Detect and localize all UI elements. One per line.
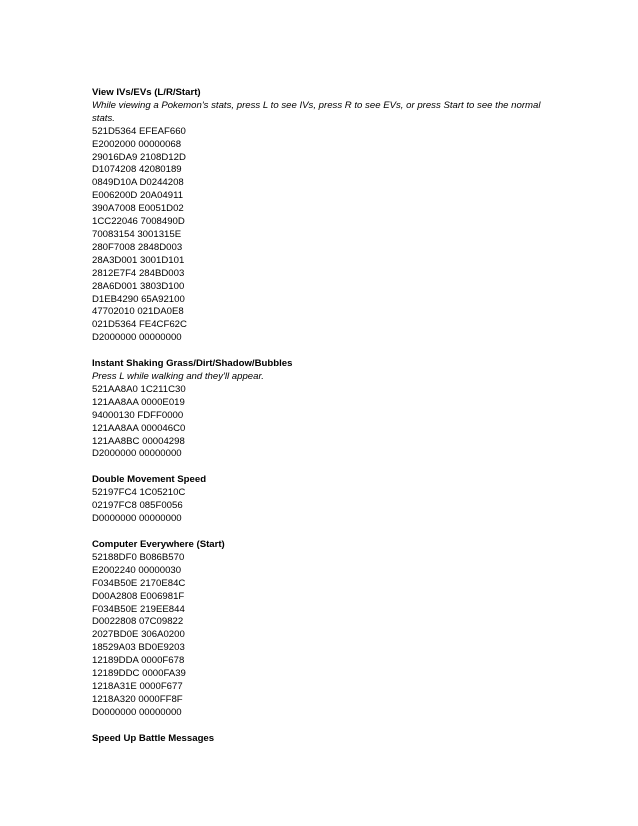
code-line: F034B50E 219EE844 bbox=[92, 603, 185, 615]
cheat-section-computer-everywhere bbox=[92, 539, 562, 720]
cheat-section-double-movement-speed bbox=[92, 474, 562, 526]
code-line: D0000000 00000000 bbox=[92, 513, 182, 525]
code-line: 12189DDC 0000FA39 bbox=[92, 668, 186, 680]
code-line: 18529A03 BD0E9203 bbox=[92, 642, 185, 654]
code-line: D00A2808 E006981F bbox=[92, 590, 185, 602]
code-line: D1EB4290 65A92100 bbox=[92, 293, 185, 305]
section-title: Instant Shaking Grass/Dirt/Shadow/Bubbles bbox=[92, 358, 293, 370]
code-line: 52197FC4 1C05210C bbox=[92, 487, 186, 499]
code-line: 280F7008 2848D003 bbox=[92, 241, 183, 253]
document-page bbox=[92, 87, 562, 759]
code-line: 70083154 3001315E bbox=[92, 228, 182, 240]
code-line: 29016DA9 2108D12D bbox=[92, 151, 186, 163]
code-line: 12189DDA 0000F678 bbox=[92, 655, 185, 667]
code-line: 121AA8AA 000046C0 bbox=[92, 422, 186, 434]
section-title: Double Movement Speed bbox=[92, 474, 207, 486]
code-line: 0849D10A D0244208 bbox=[92, 177, 184, 189]
code-line: E2002240 00000030 bbox=[92, 564, 182, 576]
section-description: While viewing a Pokemon's stats, press L to see IVs, press R to see EVs, or press Start to see the normal stats. bbox=[92, 99, 541, 124]
code-line: D1074208 42080189 bbox=[92, 164, 182, 176]
code-line: 28A6D001 3803D100 bbox=[92, 280, 185, 292]
code-line: 521D5364 EFEAF660 bbox=[92, 125, 186, 137]
cheat-section-view-ivs-evs bbox=[92, 87, 562, 345]
code-line: F034B50E 2170E84C bbox=[92, 577, 186, 589]
code-line: D2000000 00000000 bbox=[92, 448, 182, 460]
code-line: 390A7008 E0051D02 bbox=[92, 203, 184, 215]
code-line: 521AA8A0 1C211C30 bbox=[92, 383, 186, 395]
cheat-section-instant-shaking-grass bbox=[92, 358, 562, 461]
code-line: 52188DF0 B086B570 bbox=[92, 551, 185, 563]
code-line: E006200D 20A04911 bbox=[92, 190, 184, 202]
code-line: 28A3D001 3001D101 bbox=[92, 254, 185, 266]
code-line: 02197FC8 085F0056 bbox=[92, 500, 183, 512]
section-title: Speed Up Battle Messages bbox=[92, 732, 215, 744]
section-description: Press L while walking and they'll appear. bbox=[92, 371, 264, 383]
code-line: D0022808 07C09822 bbox=[92, 616, 184, 628]
code-line: 2027BD0E 306A0200 bbox=[92, 629, 185, 641]
code-line: 1218A31E 0000F677 bbox=[92, 680, 183, 692]
code-line: 121AA8AA 0000E019 bbox=[92, 396, 185, 408]
section-title: Computer Everywhere (Start) bbox=[92, 539, 225, 550]
code-line: 021D5364 FE4CF62C bbox=[92, 319, 187, 331]
code-line: 47702010 021DA0E8 bbox=[92, 306, 184, 318]
code-line: D2000000 00000000 bbox=[92, 332, 182, 344]
code-line: 1218A320 0000FF8F bbox=[92, 693, 183, 705]
section-title: View IVs/EVs (L/R/Start) bbox=[92, 87, 201, 98]
code-line: 121AA8BC 00004298 bbox=[92, 435, 185, 447]
code-line: E2002000 00000068 bbox=[92, 138, 182, 150]
code-line: 2812E7F4 284BD003 bbox=[92, 267, 185, 279]
code-line: 1CC22046 7008490D bbox=[92, 216, 185, 228]
code-line: D0000000 00000000 bbox=[92, 706, 182, 718]
cheat-section-speed-up-battle-messages bbox=[92, 733, 562, 746]
code-line: 94000130 FDFF0000 bbox=[92, 409, 184, 421]
